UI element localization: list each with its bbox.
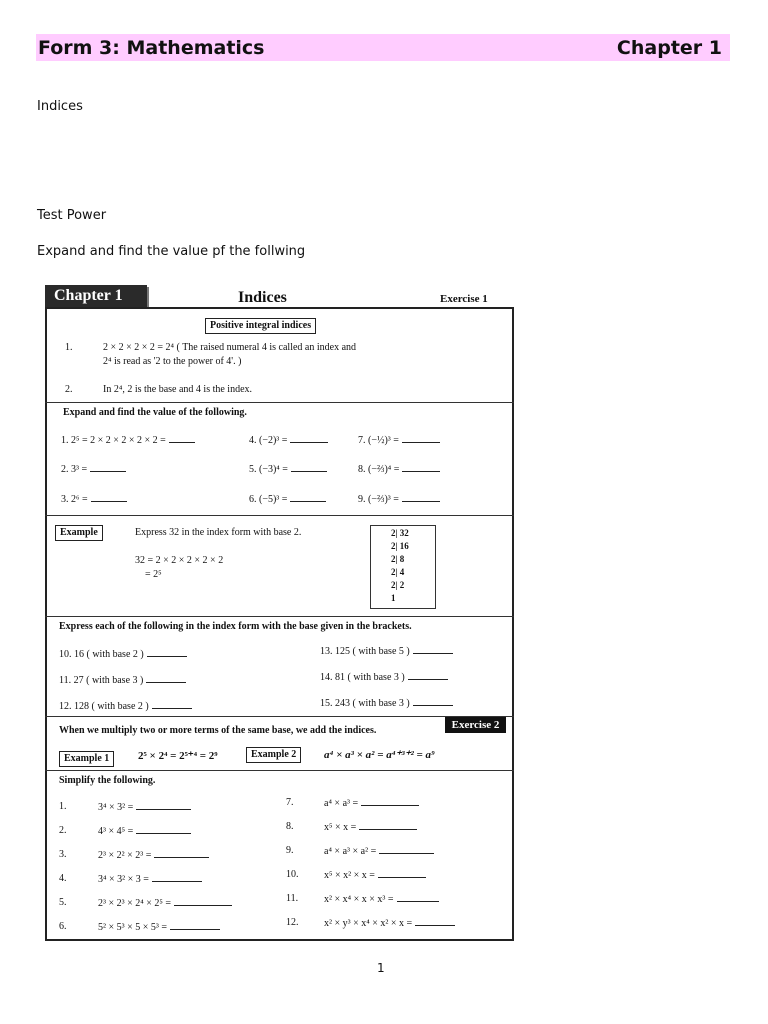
simplify-item: x⁵ × x² × x = bbox=[324, 869, 426, 881]
page-number: 1 bbox=[377, 961, 385, 975]
division-ladder bbox=[370, 525, 436, 609]
example-1-text: 2⁵ × 2⁴ = 2⁵⁺⁴ = 2⁹ bbox=[138, 750, 218, 762]
example-2-label: Example 2 bbox=[246, 747, 301, 763]
example-2-text: a⁴ × a³ × a² = a⁴⁺³⁺² = a⁹ bbox=[324, 749, 435, 761]
index-form-item: 14. 81 ( with base 3 ) bbox=[320, 671, 448, 683]
simplify-item: x² × y³ × x⁴ × x² × x = bbox=[324, 917, 455, 929]
divider bbox=[45, 515, 514, 516]
index-form-item: 15. 243 ( with base 3 ) bbox=[320, 697, 453, 709]
intro-instruction: Expand and find the value pf the follwing bbox=[37, 244, 306, 259]
simplify-heading: Simplify the following. bbox=[59, 775, 156, 786]
divider bbox=[45, 616, 514, 617]
expand-item: 6. (−5)³ = bbox=[249, 493, 326, 505]
exercise-1-label: Exercise 1 bbox=[440, 293, 488, 305]
intro-test-power: Test Power bbox=[37, 208, 107, 223]
divider bbox=[45, 402, 514, 403]
expand-item: 8. (−⅔)⁴ = bbox=[358, 463, 440, 475]
simplify-item: a⁴ × a³ = bbox=[324, 797, 419, 809]
simplify-item-number: 5. bbox=[59, 897, 67, 908]
item-2-text: In 2⁴, 2 is the base and 4 is the index. bbox=[103, 384, 253, 395]
scanned-worksheet bbox=[41, 283, 516, 942]
example-working-1: 32 = 2 × 2 × 2 × 2 × 2 bbox=[135, 555, 224, 566]
simplify-item-number: 4. bbox=[59, 873, 67, 884]
simplify-item-number: 11. bbox=[286, 893, 299, 904]
index-form-item: 11. 27 ( with base 3 ) bbox=[59, 674, 186, 686]
chapter-badge: Chapter 1 bbox=[45, 285, 147, 307]
expand-item: 9. (−⅔)³ = bbox=[358, 493, 440, 505]
example-prompt: Express 32 in the index form with base 2. bbox=[135, 527, 302, 538]
simplify-item-number: 9. bbox=[286, 845, 294, 856]
simplify-item: 2³ × 2² × 2³ = bbox=[98, 849, 209, 861]
expand-item: 1. 2⁵ = 2 × 2 × 2 × 2 × 2 = bbox=[61, 434, 195, 446]
example-1-label: Example 1 bbox=[59, 751, 114, 767]
simplify-item-number: 10. bbox=[286, 869, 299, 880]
ladder-row: 2| 16 bbox=[391, 541, 409, 551]
expand-item: 5. (−3)⁴ = bbox=[249, 463, 327, 475]
simplify-item-number: 7. bbox=[286, 797, 294, 808]
expand-item: 4. (−2)³ = bbox=[249, 434, 328, 446]
ladder-row: 2| 4 bbox=[391, 567, 405, 577]
simplify-item: x⁵ × x = bbox=[324, 821, 417, 833]
exercise-2-label: Exercise 2 bbox=[445, 717, 506, 733]
simplify-item: 5² × 5³ × 5 × 5³ = bbox=[98, 921, 220, 933]
ladder-row: 2| 2 bbox=[391, 580, 405, 590]
header-chapter: Chapter 1 bbox=[616, 36, 722, 59]
index-form-item: 13. 125 ( with base 5 ) bbox=[320, 645, 453, 657]
expand-item: 3. 2⁶ = bbox=[61, 493, 127, 505]
expand-heading: Expand and find the value of the following. bbox=[63, 407, 247, 418]
simplify-item-number: 2. bbox=[59, 825, 67, 836]
intro-topic: Indices bbox=[37, 99, 83, 114]
simplify-item: a⁴ × a³ × a² = bbox=[324, 845, 434, 857]
expand-item: 7. (−½)³ = bbox=[358, 434, 440, 446]
index-form-item: 10. 16 ( with base 2 ) bbox=[59, 648, 187, 660]
item-1-text-2: 2⁴ is read as '2 to the power of 4'. ) bbox=[103, 356, 242, 367]
ladder-row: 1 bbox=[391, 593, 396, 603]
ladder-row: 2| 32 bbox=[391, 528, 409, 538]
document-header bbox=[36, 34, 730, 61]
simplify-item: 3⁴ × 3² × 3 = bbox=[98, 873, 202, 885]
simplify-item: 4³ × 4⁵ = bbox=[98, 825, 191, 837]
item-1-number: 1. bbox=[65, 342, 73, 353]
expand-item: 2. 3³ = bbox=[61, 463, 126, 475]
worksheet-title: Indices bbox=[238, 289, 287, 306]
simplify-item-number: 3. bbox=[59, 849, 67, 860]
simplify-item: 3⁴ × 3² = bbox=[98, 801, 191, 813]
positive-indices-heading: Positive integral indices bbox=[205, 318, 316, 334]
simplify-item: 2³ × 2³ × 2⁴ × 2⁵ = bbox=[98, 897, 232, 909]
item-2-number: 2. bbox=[65, 384, 73, 395]
simplify-item-number: 1. bbox=[59, 801, 67, 812]
multiply-rule: When we multiply two or more terms of the same base, we add the indices. bbox=[59, 725, 377, 736]
item-1-text: 2 × 2 × 2 × 2 = 2⁴ ( The raised numeral 4 is called an index and bbox=[103, 342, 357, 353]
example-working-2: = 2⁵ bbox=[145, 569, 162, 580]
ladder-row: 2| 8 bbox=[391, 554, 405, 564]
simplify-item-number: 6. bbox=[59, 921, 67, 932]
simplify-item-number: 8. bbox=[286, 821, 294, 832]
divider bbox=[45, 770, 514, 771]
divider bbox=[45, 716, 514, 717]
index-form-heading: Express each of the following in the index form with the base given in the brackets. bbox=[59, 621, 412, 632]
simplify-item-number: 12. bbox=[286, 917, 299, 928]
example-label: Example bbox=[55, 525, 103, 541]
index-form-item: 12. 128 ( with base 2 ) bbox=[59, 700, 192, 712]
simplify-item: x² × x⁴ × x × x³ = bbox=[324, 893, 439, 905]
header-title: Form 3: Mathematics bbox=[38, 36, 265, 59]
